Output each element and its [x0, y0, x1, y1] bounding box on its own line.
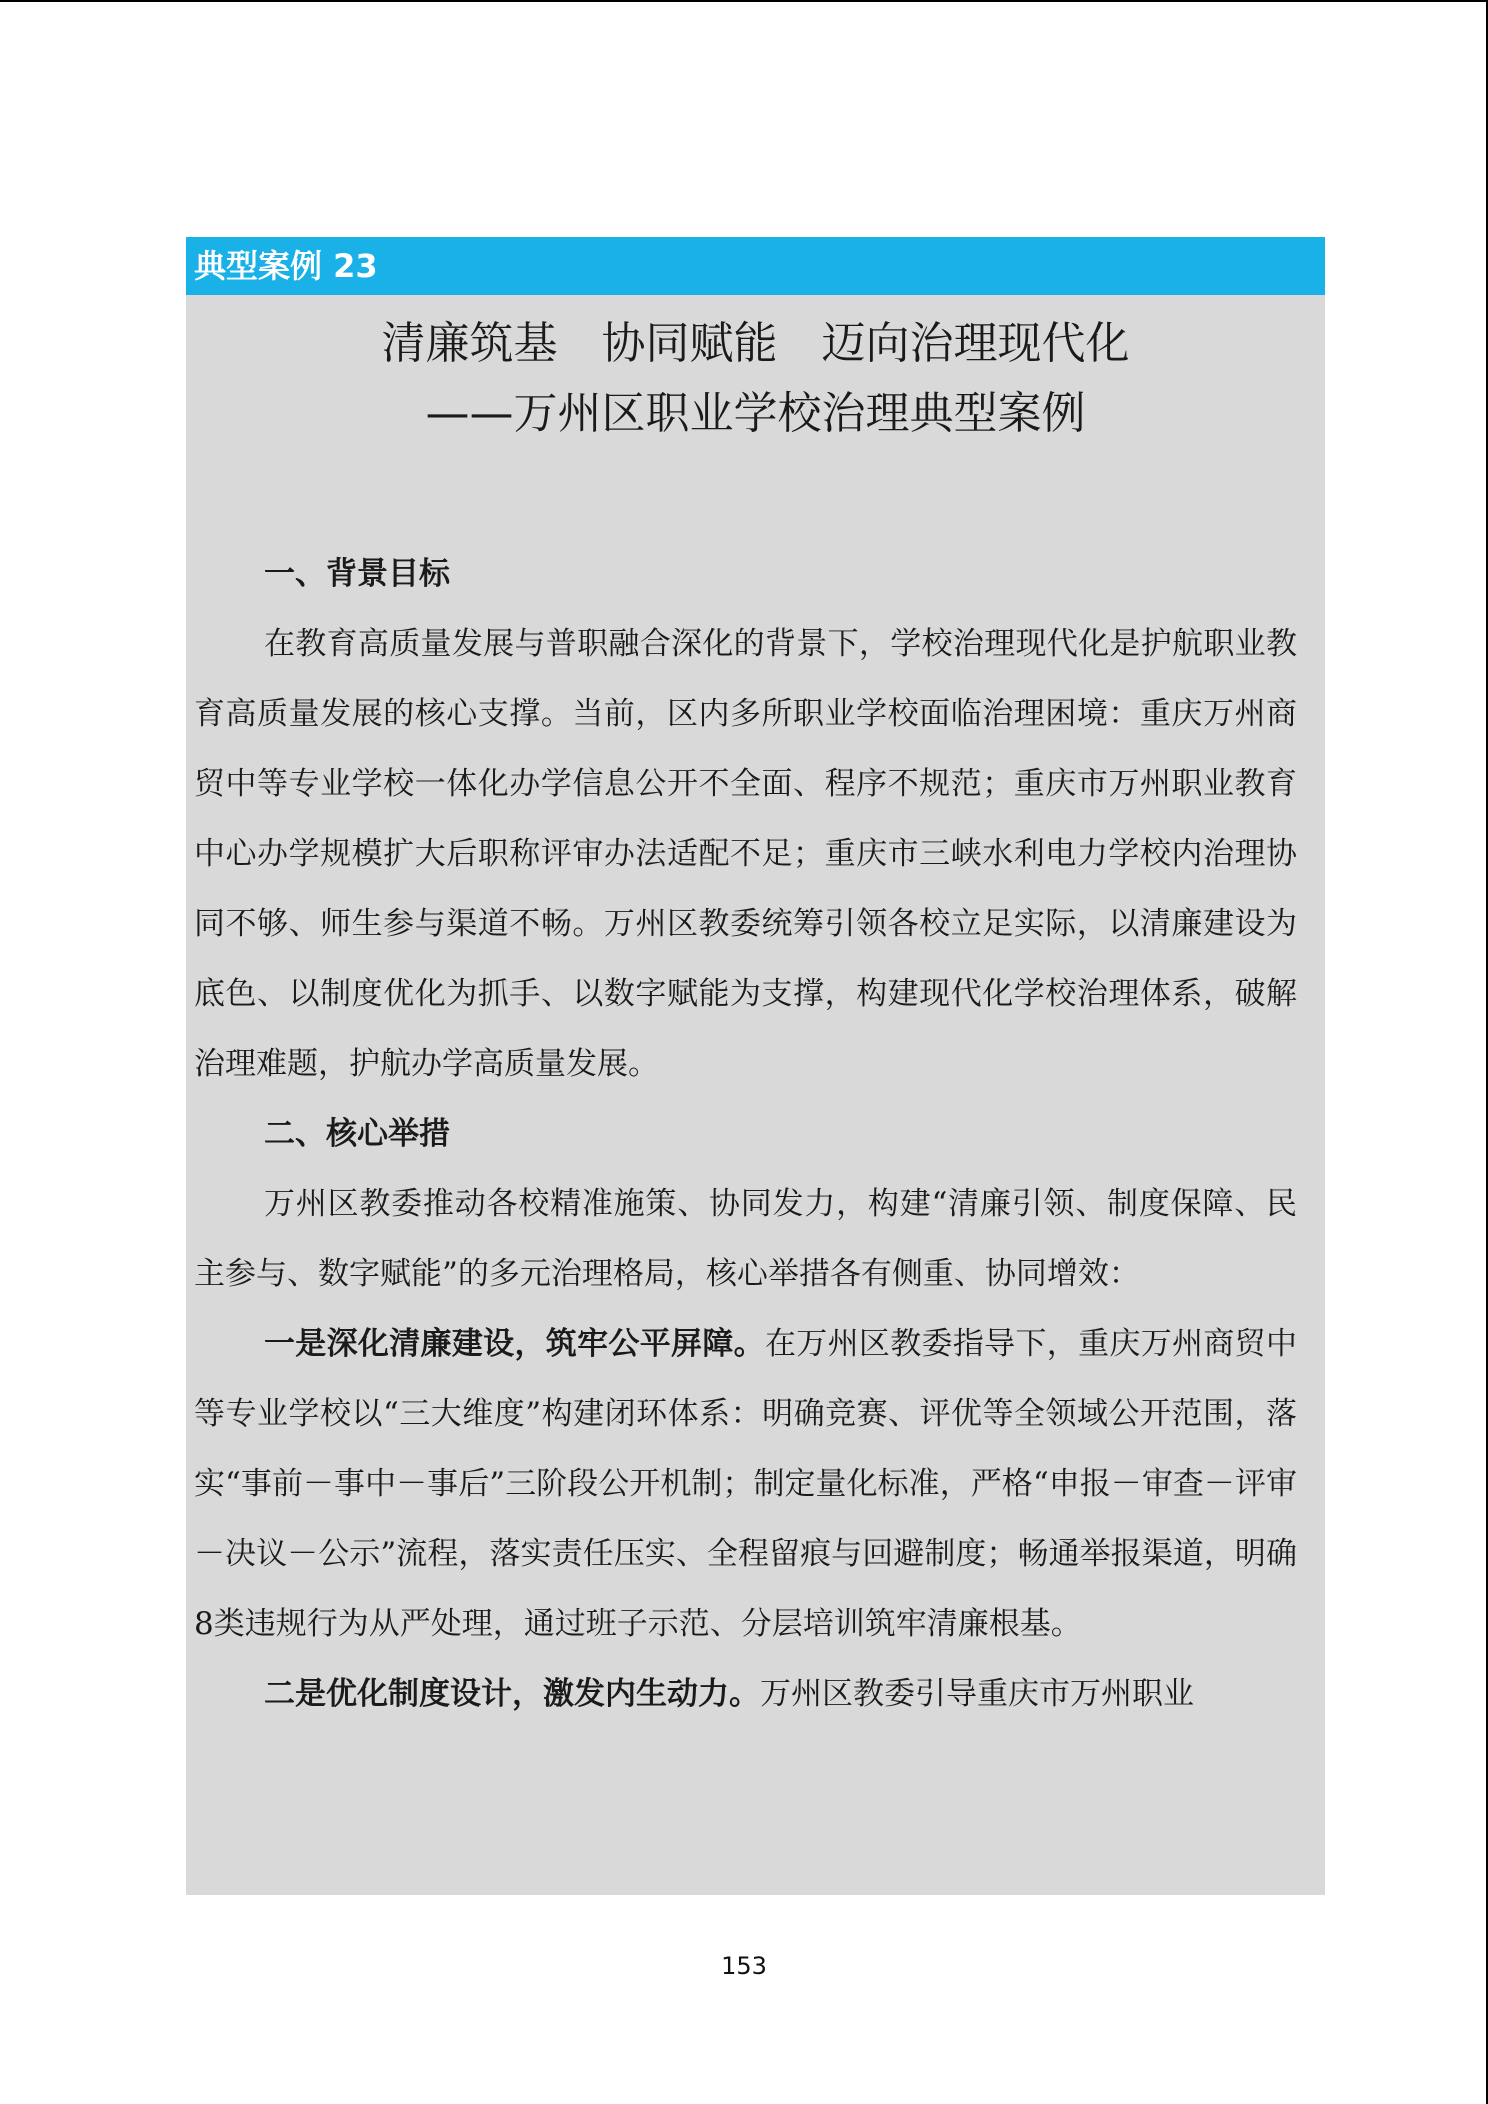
title-line-2: ——万州区职业学校治理典型案例 — [425, 388, 1086, 439]
case-label: 典型案例 23 — [186, 237, 1325, 295]
measures-intro-paragraph: 万州区教委推动各校精准施策、协同发力，构建“清廉引领、制度保障、民主参与、数字赋能”的多元治理格局，核心举措各有侧重、协同增效： — [194, 1186, 1297, 1292]
page-number: 153 — [721, 1952, 767, 1980]
measure-1-text: 在万州区教委指导下，重庆万州商贸中等专业学校以“三大维度”构建闭环体系：明确竞赛、评优等全领域公开范围，落实“事前－事中－事后”三阶段公开机制；制定量化标准，严格“申报－审查－评审－决议－公示”流程，落实责任压实、全程留痕与回避制度；畅通举报渠道，明确 8类违规行为从严处理，通过班子示范、分层培训筑牢清廉根基。 — [194, 1326, 1297, 1642]
case-box — [186, 237, 1325, 1895]
page-top-border — [0, 0, 1488, 2]
measure-2-lead: 二是优化制度设计，激发内生动力。 — [264, 1676, 760, 1712]
section-heading-measures: 二、核心举措 — [264, 1116, 450, 1152]
measure-2-paragraph — [194, 1659, 1297, 1729]
title-line-1: 清廉筑基 协同赋能 迈向治理现代化 — [381, 318, 1130, 369]
background-paragraph: 在教育高质量发展与普职融合深化的背景下，学校治理现代化是护航职业教育高质量发展的核心支撑。当前，区内多所职业学校面临治理困境：重庆万州商贸中等专业学校一体化办学信息公开不全面、程序不规范；重庆市万州职业教育中心办学规模扩大后职称评审办法适配不足；重庆市三峡水利电力学校内治理协同不够、师生参与渠道不畅。万州区教委统筹引领各校立足实际，以清廉建设为底色、以制度优化为抓手、以数字赋能为支撑，构建现代化学校治理体系，破解治理难题，护航办学高质量发展。 — [194, 626, 1297, 1082]
measure-1-lead: 一是深化清廉建设，筑牢公平屏障。 — [264, 1326, 765, 1362]
measure-1-paragraph — [194, 1309, 1297, 1659]
measure-2-text: 万州区教委引导重庆市万州职业 — [760, 1676, 1194, 1712]
case-body — [186, 539, 1325, 1729]
section-heading-background: 一、背景目标 — [264, 556, 450, 592]
